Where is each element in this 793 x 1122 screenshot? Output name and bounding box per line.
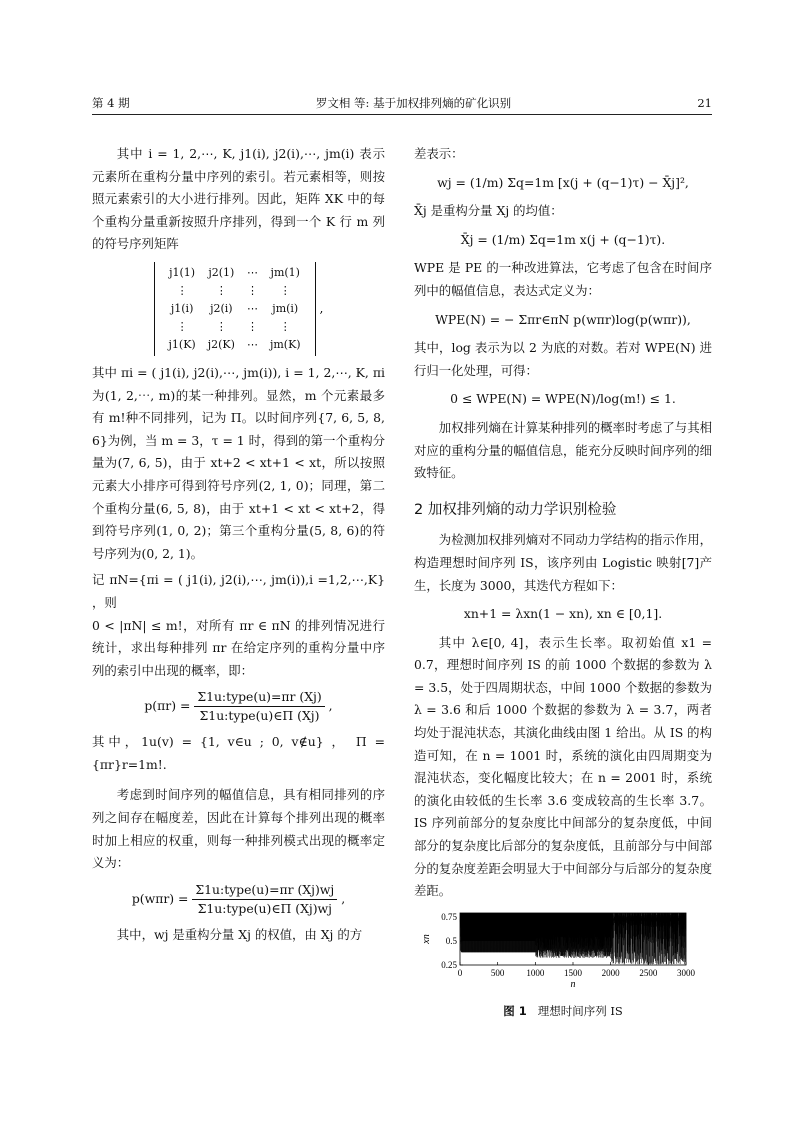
matrix-cell: j1(i)	[170, 301, 194, 315]
equation-weight: wj = (1/m) Σq=1m [x(j + (q−1)τ) − X̄j]²,	[437, 174, 689, 190]
paragraph: 为检测加权排列熵对不同动力学结构的指示作用，构造理想时间序列 IS，该序列由 Logistic 映射[7]产生，长度为 3000，其迭代方程如下：	[414, 532, 712, 593]
chart-svg	[414, 909, 712, 991]
matrix-table	[163, 264, 307, 354]
matrix-cell: jm(1)	[270, 265, 300, 279]
matrix-cell: ⋮	[176, 283, 188, 297]
x-tick-label: 0	[457, 967, 463, 978]
figure-caption: 图 1 理想时间序列 IS	[503, 1004, 623, 1019]
figure-1	[414, 909, 712, 1019]
matrix-row	[163, 318, 307, 336]
header-rule	[92, 114, 712, 115]
matrix-cell: j1(1)	[169, 265, 196, 279]
issue-number: 第 4 期	[92, 96, 130, 110]
equation-weighted-probability: p(wπr) = $\frac{\text{Σ1u:type(u)=πr (Xj)wj}}{\text{Σ1u:type(u)∈Π (Xj)wj}}$ ,	[131, 881, 346, 916]
left-column	[92, 143, 385, 946]
page-number: 21	[697, 96, 712, 110]
matrix-cell: ⋯	[246, 265, 258, 279]
paragraph: 其中 λ∈[0, 4]，表示生长率。取初始值 x1 = 0.7，理想时间序列 IS 的前 1000 个数据的参数为 λ = 3.5，处于四周期状态，中间 1000 个数据的参数为 λ = 3.6 和后 1000 个数据的参数为 λ = 3.7，两者均处于混沌状态，其演化曲线由图 1 给出。从 IS 的构造可知，在 n = 1001 时，系统的演化由四周期变为混沌状态，变化幅度比较大；在 n = 2001 时，系统的演化由较低的生长率 3.6 变成较高的生长率 3.7。IS 序列前部分的复杂度比中间部分的复杂度低，中间部分的复杂度比后部分的复杂度低，且前部分与中间部分的复杂度差距会明显大于中间部分与后部分的复杂度差距。	[414, 634, 712, 899]
running-title: 罗文相 等: 基于加权排列熵的矿化识别	[315, 96, 512, 110]
matrix-cell: ⋮	[279, 283, 291, 297]
matrix-row	[163, 282, 307, 300]
paragraph: 记 πN={πi = ( j1(i), j2(i),⋯, jm(i)),i =1,2,⋯,K} ，则	[92, 572, 385, 610]
x-tick-label: 2500	[639, 967, 658, 978]
matrix-cell: ⋯	[246, 337, 258, 351]
matrix-cell: ⋮	[176, 319, 188, 333]
matrix-cell: ⋮	[215, 319, 227, 333]
x-tick-label: 1000	[526, 967, 545, 978]
paragraph: 考虑到时间序列的幅值信息，具有相同排列的序列之间存在幅度差，因此在计算每个排列出现的概率时加上相应的权重，则每一种排列模式出现的概率定义为：	[92, 787, 385, 871]
paragraph: 其中，wj 是重构分量 Xj 的权值，由 Xj 的方	[116, 926, 363, 942]
y-axis-label: xn	[421, 934, 432, 944]
matrix-cell: ⋮	[246, 319, 258, 333]
matrix-cell: ⋮	[279, 319, 291, 333]
paragraph: WPE 是 PE 的一种改进算法，它考虑了包含在时间序列中的幅值信息，表达式定义为：	[414, 260, 712, 298]
series-line	[460, 913, 686, 964]
matrix-cell: j2(K)	[207, 337, 235, 351]
matrix-cell: jm(i)	[272, 301, 299, 315]
paragraph: 差表示：	[414, 146, 464, 161]
x-tick-label: 2000	[601, 967, 620, 978]
matrix-row	[163, 264, 307, 282]
matrix-row	[163, 336, 307, 354]
equation-probability: p(πr) = $\frac{\text{Σ1u:type(u)=πr (Xj)}}{\text{Σ1u:type(u)∈Π (Xj)}}$ ,	[144, 689, 333, 724]
equation-logistic: xn+1 = λxn(1 − xn), xn ∈ [0,1].	[463, 606, 663, 622]
y-tick-label: 0.75	[441, 911, 457, 922]
section-heading: 2 加权排列熵的动力学识别检验	[414, 501, 617, 518]
paragraph: 其中，1u(v) = {1, v∈u ; 0, v∉u} ， Π = {πr}r=1m!.	[92, 734, 385, 772]
paragraph: 其中 πi = ( j1(i), j2(i),⋯, jm(i)), i = 1, 2,⋯, K, πi 为(1, 2,⋯, m)的某一种排列。显然，m 个元素最多有 m!种不同排列，记为 Π。以时间序列{7, 6, 5, 8, 6}为例，当 m = 3，τ = 1 时，得到的第一个重构分量为(7, 6, 5)，由于 xt+2 < xt+1 < xt，所以按照元素大小排序可得到符号序列(2, 1, 0)；同理，第二个重构分量(6, 5, 8)，由于 xt+1 < xt < xt+2，得到符号序列(1, 0, 2)；第三个重构分量(5, 8, 6)的符号序列为(0, 2, 1)。	[92, 364, 385, 561]
equation-mean: X̄j = (1/m) Σq=1m x(j + (q−1)τ).	[460, 231, 666, 247]
y-tick-label: 0.5	[445, 935, 457, 946]
paragraph: 其中，log 表示为以 2 为底的对数。若对 WPE(N) 进行归一化处理，可得：	[414, 340, 712, 378]
y-tick-label: 0.25	[441, 959, 457, 970]
x-axis-label: n	[570, 978, 576, 990]
matrix-cell: j2(i)	[210, 301, 233, 315]
symbol-matrix: j1(1) j2(1) ⋯ jm(1) ⋮ ⋮ ⋮ ⋮ j1(i) j2(i) ⋯ jm(i) ⋮ ⋮ ⋮ ⋮ j1(K) j2(K) ⋯ jm(K) ,	[92, 262, 385, 356]
paragraph: 加权排列熵在计算某种排列的概率时考虑了与其相对应的重构分量的幅值信息，能充分反映时间序列的细致特征。	[414, 419, 712, 481]
right-column	[414, 143, 712, 1019]
paragraph: 其中 i = 1, 2,⋯, K, j1(i), j2(i),⋯, jm(i) 表示元素所在重构分量中序列的索引。若元素相等，则按照元素索引的大小进行排列。因此，矩阵 XK 中的每个重构分量重新按照升序排列，得到一个 K 行 m 列的符号序列矩阵	[92, 146, 385, 252]
equation-normalized: 0 ≤ WPE(N) = WPE(N)/log(m!) ≤ 1.	[450, 391, 676, 407]
matrix-cell: ⋯	[246, 301, 258, 315]
x-tick-label: 3000	[677, 967, 695, 978]
equation-wpe: WPE(N) = − Σπr∈πN p(wπr)log(p(wπr)),	[435, 311, 691, 327]
x-tick-label: 1500	[564, 967, 582, 978]
x-tick-label: 500	[490, 967, 505, 978]
matrix-cell: ⋮	[215, 283, 227, 297]
matrix-cell: ⋮	[246, 283, 258, 297]
matrix-cell: j1(K)	[168, 337, 196, 351]
matrix-row	[163, 300, 307, 318]
matrix-cell: jm(K)	[269, 337, 301, 351]
paragraph: 0 < |πN| ≤ m!，对所有 πr ∈ πN 的排列情况进行统计，求出每种排列 πr 在给定序列的重构分量中序列的索引中出现的概率，即：	[92, 617, 385, 678]
matrix-cell: j2(1)	[208, 265, 235, 279]
paragraph: X̄j 是重构分量 Xj 的均值：	[414, 203, 563, 219]
